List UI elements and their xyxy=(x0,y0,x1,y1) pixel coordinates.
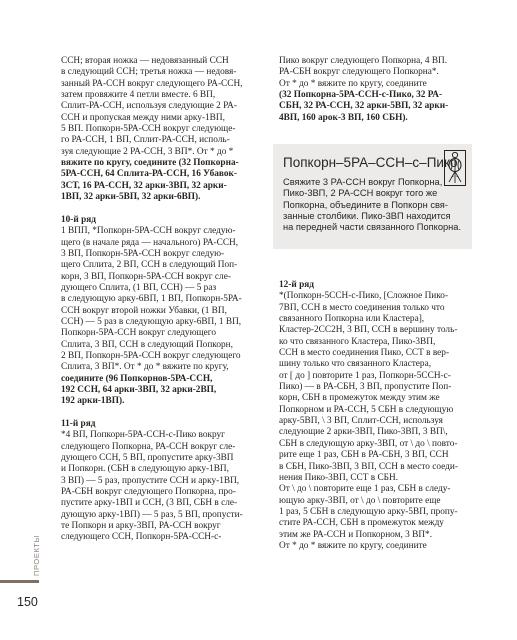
text-line: в следующий ССН; третья ножка — недовя- xyxy=(61,67,237,78)
text-line: дующую арку-1ВП) — 5 раз, 5 ВП, пропусти- xyxy=(61,509,243,520)
text-line: Свяжите 3 РА-ССН вокруг Попкорна, xyxy=(283,177,443,187)
text-line: Кластер-2СС2Н, 3 ВП, ССН в вершину толь- xyxy=(279,325,458,336)
text-line: пустите арку-1ВП и ССН, (3 ВП, СБН в сле- xyxy=(61,498,238,509)
text-line: (32 Попкорна-5РА-ССН-с-Пико, 32 РА- xyxy=(279,90,443,101)
text-line: следующие 2 арки-3ВП, Пико-3ВП, 3 ВП\, xyxy=(279,427,448,438)
text-line: го РА-ССН, 1 ВП, Сплит-РА-ССН, исполь- xyxy=(61,135,230,146)
text-line: щего (в начале ряда — начального) РА-ССН, xyxy=(61,237,239,248)
text-line: ССН вокруг второй ножки Убавки, (1 ВП, xyxy=(61,305,227,316)
text-line: и Попкорн. (СБН в следующую арку-1ВП, xyxy=(61,464,229,475)
text-line: следующего ССН, Попкорн-5РА-ССН-с- xyxy=(61,532,222,543)
section-tab-marker xyxy=(0,580,39,583)
text-line: От * до * вяжите по кругу, соедините xyxy=(279,78,427,89)
text-line: 192 ССН, 64 арки-3ВП, 32 арки-2ВП, xyxy=(61,384,217,395)
text-line: следующего Попкорна, РА-ССН вокруг сле- xyxy=(61,441,236,452)
text-line: 1 ВПП, *Попкорн-5РА-ССН вокруг следую- xyxy=(61,226,236,237)
text-line: стите РА-ССН, СБН в промежуток между xyxy=(279,518,444,529)
text-line: вяжите по кругу, соедините (32 Попкорна- xyxy=(61,158,239,169)
text-line: соедините (96 Попкорнов-5РА-ССН, xyxy=(61,373,213,384)
text-line: занные столбики. Пико-3ВП находится xyxy=(283,211,451,222)
text-line: СБН в следующую арку-3ВП, от \ до \ повто- xyxy=(279,438,458,449)
right-column-row-12 xyxy=(279,280,471,552)
text-line: в следующую арку-6ВП, 1 ВП, Попкорн-5РА- xyxy=(61,294,242,305)
text-line: Сплита, 3 ВП*. От * до * вяжите по кругу, xyxy=(61,362,229,373)
text-line: затем провяжите 4 петли вместе. 6 ВП, xyxy=(61,90,216,101)
text-line: дующего ССН, 5 ВП, пропустите арку-3ВП xyxy=(61,453,234,464)
text-line: нения Пико-3ВП, ССТ в СБН. xyxy=(279,472,399,483)
text-line: 1 раз, 5 СБН в следующую арку-5ВП, пропу- xyxy=(279,506,458,517)
text-line: 3 ВП, Попкорн-5РА-ССН вокруг следую- xyxy=(61,248,225,259)
box-body xyxy=(283,177,469,234)
text-line: От \ до \ повторите еще 1 раз, СБН в следу- xyxy=(279,484,451,495)
text-line: Пико) — в РА-СБН, 3 ВП, пропустите Поп- xyxy=(279,382,452,393)
row-11-text xyxy=(61,430,258,543)
text-line: дующего Сплита, (1 ВП, ССН) — 5 раз xyxy=(61,282,217,293)
left-column xyxy=(61,56,258,544)
row-12-heading: 12-й ряд xyxy=(279,280,314,290)
text-line: 5РА-ССН, 64 Сплита-РА-ССН, 16 Убавок- xyxy=(61,169,237,180)
intro-text xyxy=(61,56,258,203)
text-line: РА-СБН вокруг следующего Попкорна*. xyxy=(279,67,439,78)
text-line: 3 ВП) — 5 раз, пропустите ССН и арку-1ВП, xyxy=(61,475,240,486)
text-line: 192 арки-1ВП). xyxy=(61,396,125,407)
right-column-top xyxy=(279,56,471,124)
text-line: 4ВП, 160 арок-3 ВП, 160 СБН). xyxy=(279,112,408,123)
text-line: зуя следующие 2 РА-ССН, 3 ВП*. От * до * xyxy=(61,146,234,157)
section-label: ПРОЕКТЫ xyxy=(32,535,41,576)
text-line: ющую арку-3ВП, от \ до \ повторите еще xyxy=(279,495,441,506)
text-line: *4 ВП, Попкорн-5РА-ССН-с-Пико вокруг xyxy=(61,430,225,441)
text-line: Сплита, 3 ВП, ССН в следующий Попкорн, xyxy=(61,339,233,350)
row-10-heading: 10-й ряд xyxy=(61,214,96,225)
text-line: ССН) — 5 раз в следующую арку-6ВП, 1 ВП, xyxy=(61,316,242,327)
text-line: корн, СБН в промежуток между этим же xyxy=(279,393,440,404)
text-line: РА-СБН вокруг следующего Попкорна, про- xyxy=(61,487,236,498)
text-line: 2 ВП, Попкорн-5РА-ССН вокруг следующего xyxy=(61,350,241,361)
text-line: Попкорна, объедините в Попкорн свя- xyxy=(283,199,448,210)
text-line: Попкорн-5РА-ССН вокруг следующего xyxy=(61,328,217,339)
text-line: шину только что связанного Кластера, xyxy=(279,359,432,370)
text-line: 1ВП, 32 арки-5ВП, 32 арки-6ВП). xyxy=(61,192,201,203)
text-line: ССН в место соединения Пико, ССТ в вер- xyxy=(279,348,450,359)
text-line: этим же РА-ССН и Попкорном, 3 ВП*. xyxy=(279,529,433,540)
page-number: 150 xyxy=(17,595,38,609)
text-line: *(Попкорн-5ССН-с-Пико, [Сложное Пико- xyxy=(279,291,449,302)
text-line: ССН и пропуская между ними арку-1ВП, xyxy=(61,112,225,123)
text-line: Сплит-РА-ССН, используя следующие 2 РА- xyxy=(61,101,237,112)
box-title: Попкорн–5РА–ССН–с–Пико xyxy=(283,155,458,170)
text-line: корн, 3 ВП, Попкорн-5РА-ССН вокруг сле- xyxy=(61,271,231,282)
text-line: ко что связанного Кластера, Пико-3ВП, xyxy=(279,336,436,347)
text-line: в СБН, Пико-3ВП, 3 ВП, ССН в место соеди- xyxy=(279,461,458,472)
text-line: От * до * вяжите по кругу, соедините xyxy=(279,540,427,551)
text-line: Пико вокруг следующего Попкорна, 4 ВП. xyxy=(279,56,448,66)
text-line: Пико-3ВП, 2 РА-ССН вокруг того же xyxy=(283,188,438,199)
text-line: арку-5ВП, \ 3 ВП, Сплит-ССН, используя xyxy=(279,416,443,427)
row-10-text xyxy=(61,226,258,408)
popcorn-stitch-symbol-icon xyxy=(444,150,466,186)
text-line: от [ до ] повторите 1 раз, Попкорн-5ССН-с- xyxy=(279,370,451,381)
stitch-definition-box xyxy=(273,144,472,249)
text-line: СБН, 32 РА-ССН, 32 арки-5ВП, 32 арки- xyxy=(279,101,449,112)
text-line: те Попкорн и арку-3ВП, РА-ССН вокруг xyxy=(61,521,221,532)
text-line: 5 ВП. Попкорн-5РА-ССН вокруг следующе- xyxy=(61,124,236,135)
text-line: занный РА-ССН вокруг следующего РА-ССН, xyxy=(61,78,243,89)
text-line: рите еще 1 раз, СБН в РА-СБН, 3 ВП, ССН xyxy=(279,450,449,461)
text-line: на передней части связанного Попкорна. xyxy=(283,222,462,233)
text-line: Попкорном и РА-ССН, 5 СБН в следующую xyxy=(279,404,454,415)
text-line: 7ВП, ССН в место соединения только что xyxy=(279,302,445,313)
text-line: связанного Попкорна или Кластера], xyxy=(279,314,425,325)
text-line: ССН; вторая ножка — недовязанный ССН xyxy=(61,56,229,66)
row-11-heading: 11-й ряд xyxy=(61,419,96,429)
text-line: 3СТ, 16 РА-ССН, 32 арки-3ВП, 32 арки- xyxy=(61,180,227,191)
text-line: щего Сплита, 2 ВП, ССН в следующий Поп- xyxy=(61,260,238,271)
